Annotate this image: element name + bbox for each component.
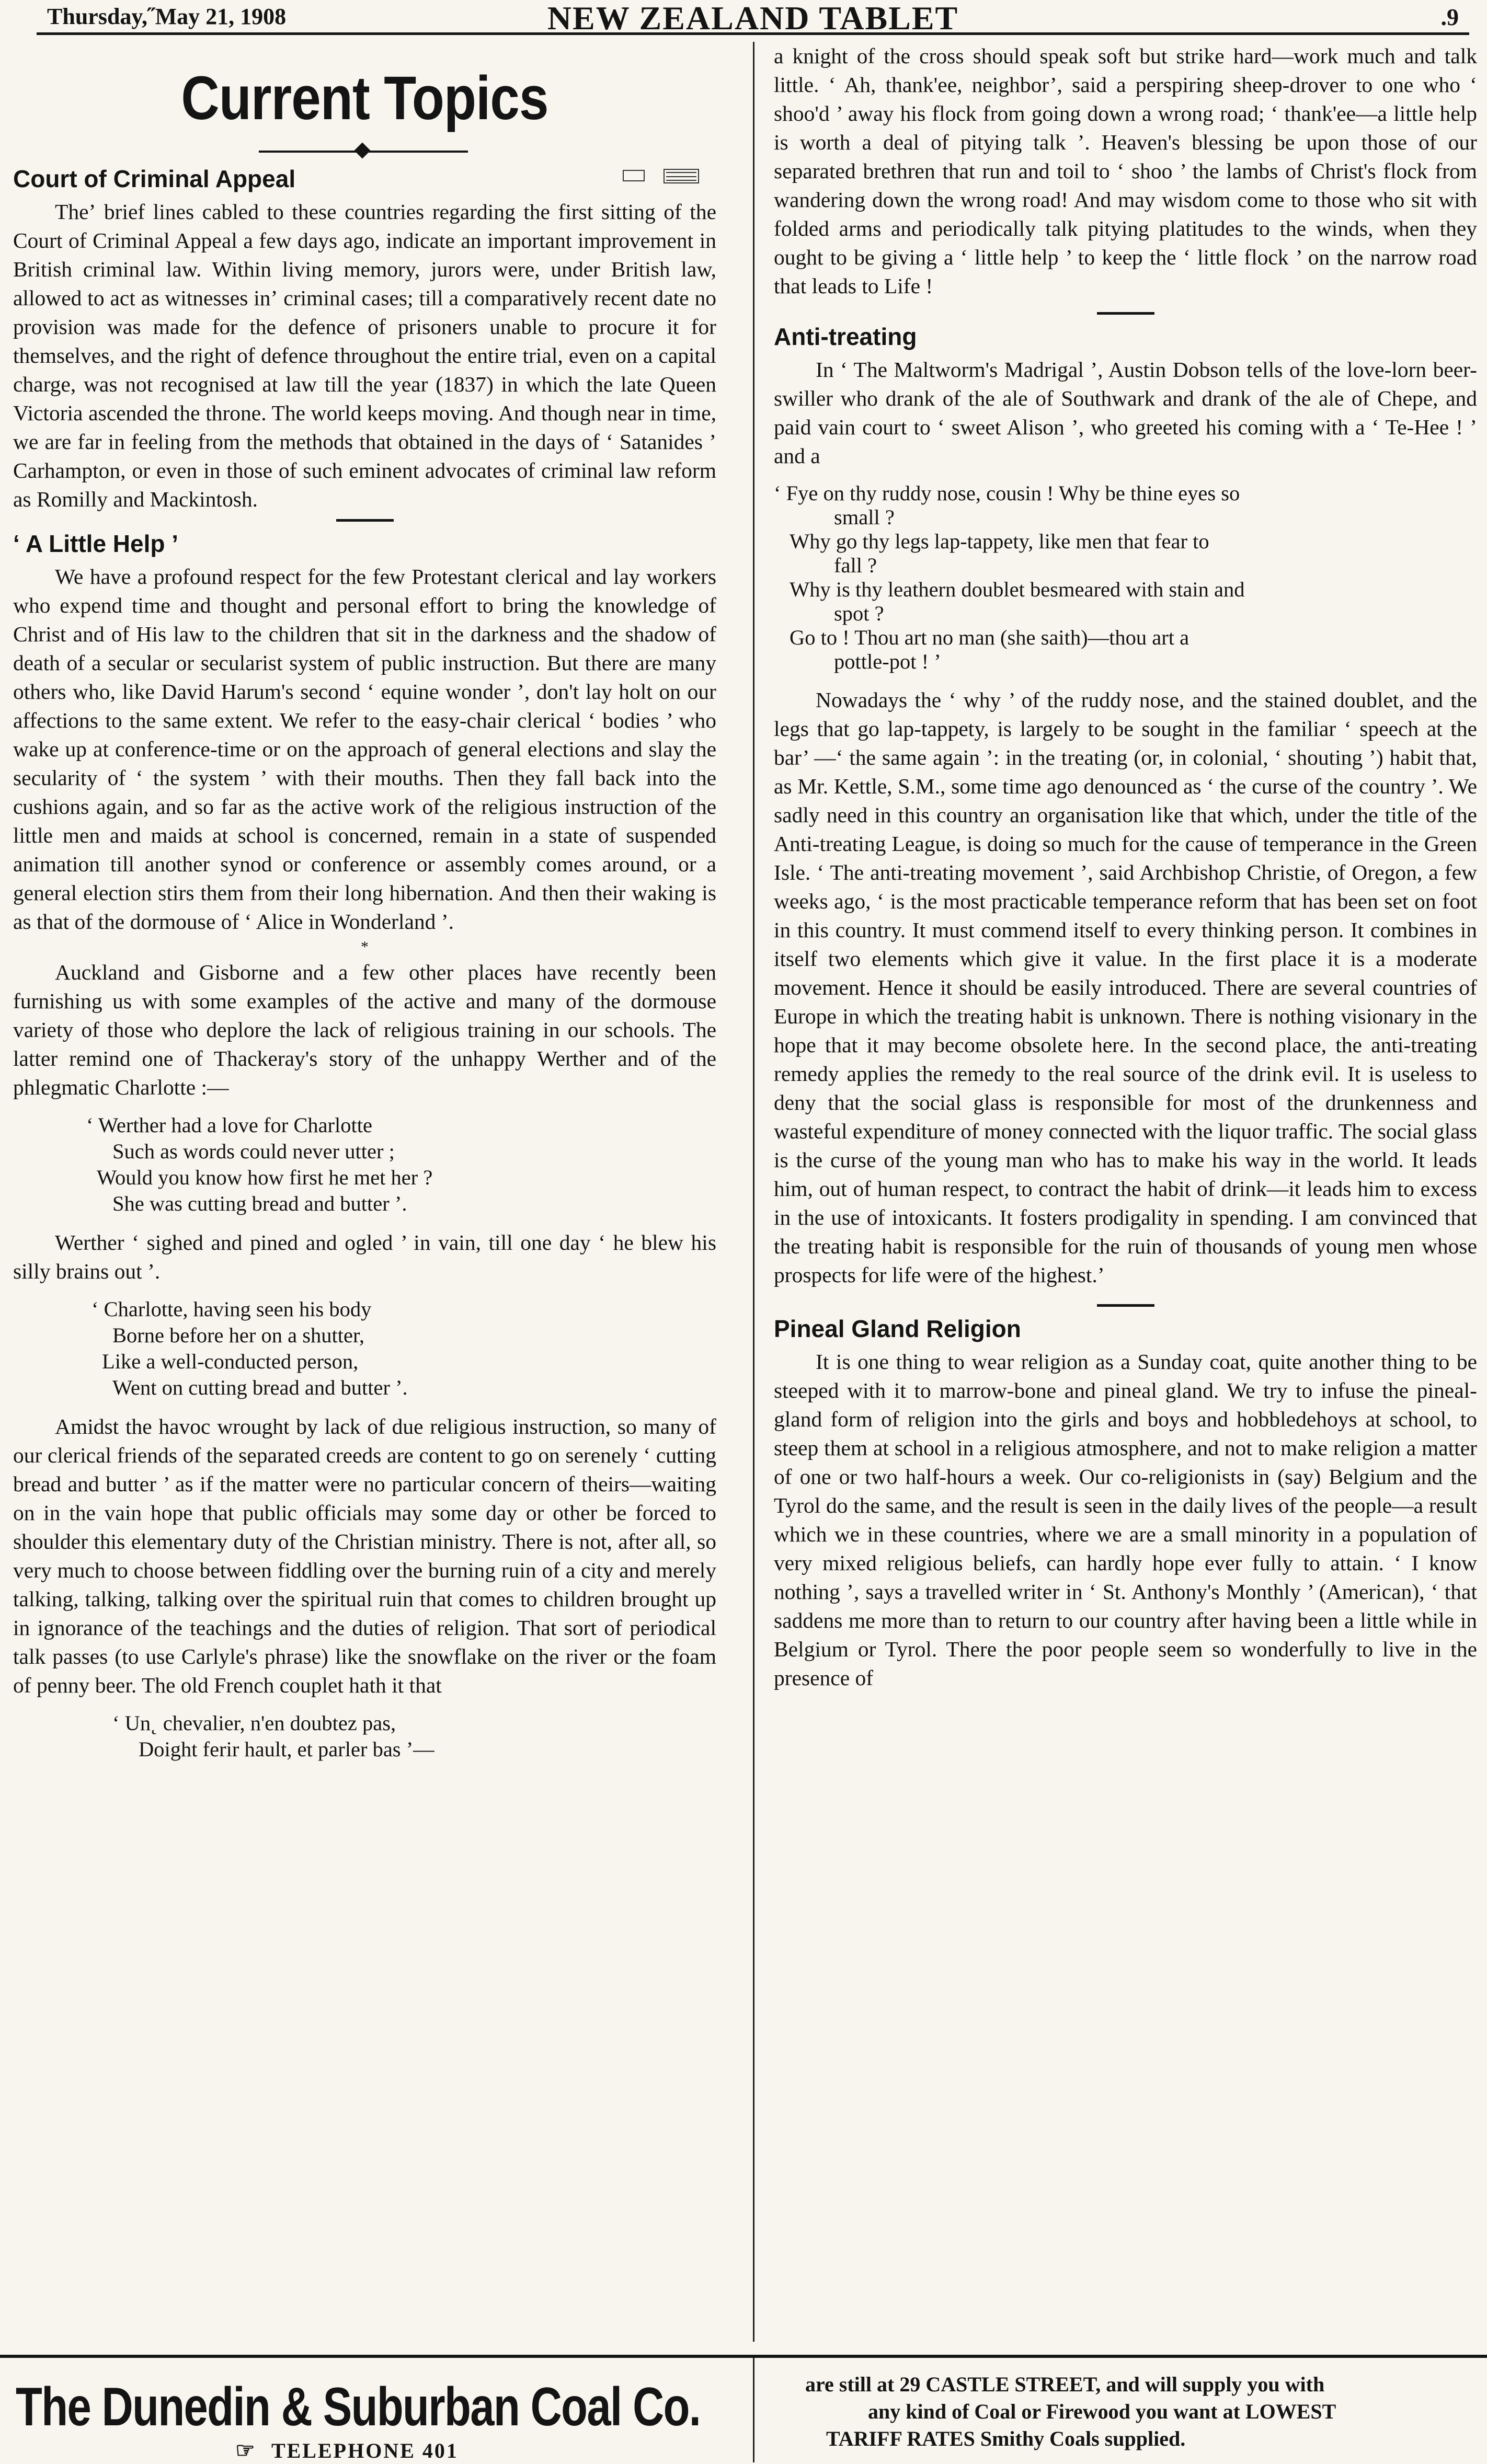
verse-maltworms-madrigal — [774, 481, 1477, 673]
telephone-line — [235, 2437, 459, 2463]
verse-line: Would you know how first he met her ? — [97, 1166, 433, 1189]
verse-line: She was cutting bread and butter ’. — [112, 1192, 407, 1215]
verse-line: Why go thy legs lap-tappety, like men that fear to — [790, 529, 1209, 553]
section-divider — [1097, 312, 1154, 315]
footer-divider — [753, 2358, 754, 2462]
article-paragraph: Theʼ brief lines cabled to these countries regarding the first sitting of the Court of Criminal Appeal a few days ago, indicate an important improvement in British criminal law. Within living memory, jurors were, under British law, allowed to act as witnesses inʼ criminal cases; till a comparatively recent date no provision was made for the defence of prisoners unable to procure it for themselves, and the right of defence throughout the entire trial, even on a capital charge, was not recognised at law till the year (1837) in which the late Queen Victoria ascended the throne. The world keeps moving. And though near in time, we are far in feeling from the methods that obtained in the days of ‘ Satanides ’ Carhampton, or even in those of such eminent advocates of criminal law reform as Romilly and Mackintosh. — [13, 200, 716, 511]
column-divider — [753, 42, 754, 2342]
verse-line: Such as words could never utter ; — [112, 1139, 395, 1163]
coal-advertisement — [0, 2355, 1487, 2464]
pointing-hand-icon: ☞ — [235, 2439, 257, 2463]
verse-line: small ? — [834, 505, 895, 529]
article-paragraph: Nowadays the ‘ why ’ of the ruddy nose, and the stained doublet, and the legs that go lap-tappety, is largely to be sought in the familiar ‘ speech at the bar’ —‘ the same again ’: in the treating (or, in colonial, ‘ shouting ’) habit that, as Mr. Kettle, S.M., some time ago denounced as ‘ the curse of the country ’. We sadly need in this country an organisation like that which, under the title of the Anti-treating League, is doing so much for the cause of temperance in the Green Isle. ‘ The anti-treating movement ’, said Archbishop Christie, of Oregon, a few weeks ago, ‘ is the most practicable temperance reform that has been set on foot in this country. It must commend itself to every thinking person. It combines in itself two elements which give it value. In the first place it is a moderate movement. Hence it should be easily introduced. There are several countries of Europe in which the treating habit is unknown. There is nothing visionary in the hope that it may become obsolete here. In the second place, the anti-treating remedy applies the remedy to the real source of the drink evil. It is useless to deny that the social glass is responsible for most of the drunkenness and wasteful expenditure of money connected with the liquor traffic. The social glass is the curse of the young man who has to make his way in the world. It leads him, out of human respect, to contract the habit of drink—it leads him to excess in the use of intoxicants. It fosters prodigality in spending. I am convinced that the treating habit is responsible for the ruin of thousands of young men whose prospects for life were of the highest.’ — [774, 688, 1477, 1287]
verse-line: Why is thy leathern doublet besmeared with stain and — [790, 578, 1245, 601]
ornamental-rule — [13, 140, 716, 161]
section-title: Current Topics — [181, 64, 548, 133]
verse-charlotte — [13, 1296, 716, 1401]
ad-line: TARIFF RATES Smithy Coals supplied. — [826, 2427, 1186, 2450]
article-paragraph: We have a profound respect for the few Protestant clerical and lay workers who expend time and thought and personal effort to bring the knowledge of Christ and of His law to the children that sit in the darkness and the shadow of death of a secular or secularist system of public instruction. But there are many others who, like David Harum's second ‘ equine wonder ’, don't lay holt on our affections to the same extent. We refer to the easy-chair clerical ‘ bodies ’ who wake up at conference-time or on the approach of general elections and slay the secularity of ‘ the system ’ with their mouths. Then they fall back into the cushions again, and so far as the active work of the religious instruction of the little men and maids at school is concerned, remain in a state of suspended animation till another synod or conference or assembly comes around, or a general election stirs them from their long hibernation. And then their waking is as that of the dormouse of ‘ Alice in Wonderland ’. — [13, 565, 716, 934]
article-anti-treating — [774, 322, 1477, 1289]
newspaper-title: NEW ZEALAND TABLET — [547, 0, 959, 37]
verse-line: ‘ Werther had a love for Charlotte — [86, 1113, 373, 1137]
article-paragraph: It is one thing to wear religion as a Sunday coat, quite another thing to be steeped with it to marrow-bone and pineal gland. We try to infuse the pineal-gland form of religion into the girls and boys and hobbledehoys at school, to steep them at school in a religious atmosphere, and not to make religion a matter of one or two half-hours a week. Our co-religionists in (say) Belgium and the Tyrol do the same, and the result is seen in the daily lives of the people—a result which we in these countries, where we are a small minority in a population of very mixed religious beliefs, can hardly hope ever fully to attain. ‘ I know nothing ’, says a travelled writer in ‘ St. Anthony's Monthly ’ (American), ‘ that saddens me more than to return to our country after having been a little while in Belgium or Tyrol. There the poor people seem so wonderfully to live in the presence of — [774, 1350, 1477, 1690]
ad-line: are still at 29 CASTLE STREET, and will supply you with — [805, 2373, 1325, 2396]
section-divider — [336, 519, 394, 522]
advertiser-name: The Dunedin & Suburban Coal Co. — [16, 2377, 701, 2437]
article-heading: Court of Criminal Appeal — [13, 165, 296, 192]
verse-line: Go to ! Thou art no man (she saith)—thou art a — [790, 626, 1189, 649]
article-court-of-criminal-appeal — [13, 164, 716, 514]
verse-line: ‘ Fye on thy ruddy nose, cousin ! Why be thine eyes so — [774, 481, 1240, 505]
star-separator: * — [361, 938, 369, 955]
left-column — [13, 42, 716, 1774]
right-column — [774, 42, 1477, 1692]
diamond-icon — [354, 142, 370, 158]
article-paragraph: a knight of the cross should speak soft but strike hard—work much and talk little. ‘ Ah, thank'ee, neighbor’, said a perspiring sheep-drover to one who ‘ shoo'd ’ away his flock from going down a wrong road; ‘ thank'ee—a little help is worth a deal of pitying talk ’. Heaven's blessing be upon those of our separated brethren that run and toil to ‘ shoo ’ the lambs of Christ's flock from wandering down the wrong road! And may wisdom come to those who sit with folded arms and periodically talk pitying platitudes to the winds, when they ought to be giving a ‘ little help ’ to keep the ‘ little flock ’ on the narrow road that leads to Life ! — [774, 44, 1477, 298]
article-heading: Pineal Gland Religion — [774, 1315, 1021, 1342]
advertisement-text — [805, 2371, 1469, 2453]
article-paragraph: Amidst the havoc wrought by lack of due religious instruction, so many of our clerical friends of the separated creeds are content to go on serenely ‘ cutting bread and butter ’ as if the matter were no particular concern of theirs—waiting on in the vain hope that public officials may some day or other be forced to shoulder this elementary duty of the Christian ministry. There is not, after all, so very much to choose between fiddling over the burning ruin of a city and merely talking, talking, talking over the spiritual ruin that comes to children brought up in ignorance of the teachings and the duties of religion. That sort of periodical talk passes (to use Carlyle's phrase) like the snowflake on the river or the foam of penny beer. The old French couplet hath it that — [13, 1414, 716, 1697]
verse-werther — [13, 1112, 716, 1217]
section-divider — [1097, 1304, 1154, 1307]
issue-date: Thursday,˝May 21, 1908 — [47, 4, 287, 29]
article-pineal-gland-religion — [774, 1314, 1477, 1692]
verse-line: Went on cutting bread and butter ’. — [112, 1376, 408, 1399]
verse-line: pottle-pot ! ’ — [834, 650, 941, 673]
verse-line: ‘ Charlotte, having seen his body — [91, 1297, 372, 1321]
ornament-icon — [622, 166, 701, 187]
verse-french-couplet — [13, 1710, 716, 1763]
verse-line: Doight ferir hault, et parler bas ’— — [139, 1737, 434, 1761]
article-paragraph: Werther ‘ sighed and pined and ogled ’ in vain, till one day ‘ he blew his silly brains out ’. — [13, 1230, 716, 1283]
article-paragraph: Auckland and Gisborne and a few other places have recently been furnishing us with some examples of the active and many of the dormouse variety of those who deplore the lack of religious training in our schools. The latter remind one of Thackeray's story of the unhappy Werther and of the phlegmatic Charlotte :— — [13, 960, 716, 1099]
verse-line: fall ? — [834, 554, 877, 577]
masthead — [37, 0, 1469, 35]
article-paragraph: In ‘ The Maltworm's Madrigal ’, Austin Dobson tells of the love-lorn beer-swiller who drank of the ale of Southwark and drank of the ale of Chepe, and paid vain court to ‘ sweet Alison ’, who greeted his coming with a ‘ Te-Hee ! ’ and a — [774, 358, 1477, 468]
verse-line: ‘ Un˛ chevalier, n'en doubtez pas, — [112, 1711, 396, 1735]
article-a-little-help — [13, 529, 716, 1763]
verse-line: Like a well-conducted person, — [102, 1350, 359, 1373]
ad-line: any kind of Coal or Firewood you want at LOWEST — [868, 2400, 1336, 2423]
verse-line: Borne before her on a shutter, — [112, 1323, 364, 1347]
article-heading: ‘ A Little Help ’ — [13, 530, 179, 557]
page-number: .9 — [1440, 4, 1459, 30]
telephone-number: TELEPHONE 401 — [271, 2439, 459, 2462]
article-heading: Anti-treating — [774, 323, 917, 350]
verse-line: spot ? — [834, 602, 884, 625]
